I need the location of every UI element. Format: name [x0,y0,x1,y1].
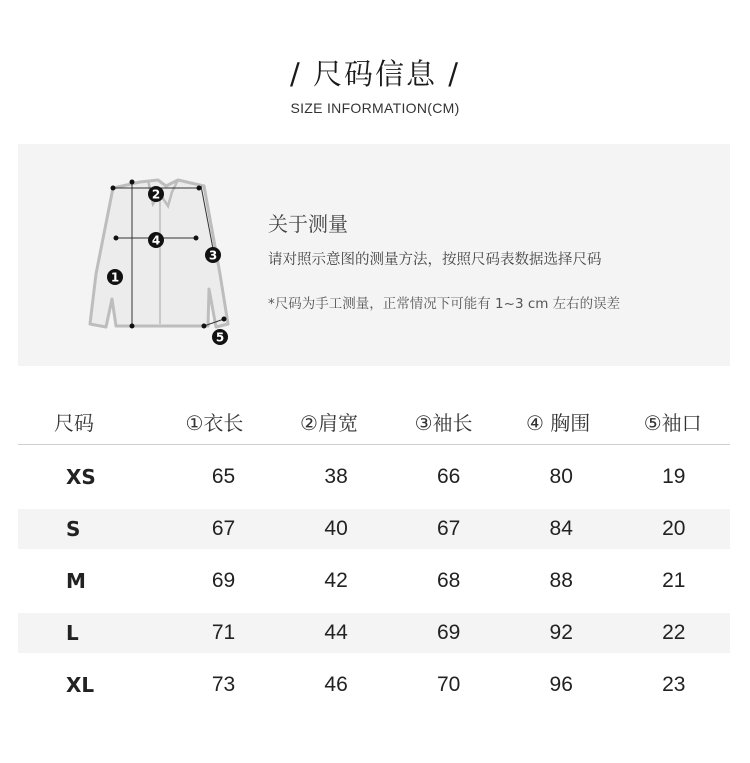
table-row [18,613,730,653]
length-cell: 69 [211,569,236,592]
sleeve-cell: 69 [436,621,461,644]
sleeve-cell: 68 [436,569,461,592]
marker-2 [148,186,164,202]
chest-cell: 84 [549,517,573,540]
cuff-cell: 23 [662,673,686,696]
table-row [18,549,730,613]
size-cell: XS [66,465,96,489]
header-sleeve: ③袖长 [414,410,473,435]
shoulder-cell: 38 [324,465,348,488]
header-size: 尺码 [54,410,94,435]
size-cell: M [66,569,86,593]
table-row [18,653,730,717]
length-cell: 71 [211,621,236,644]
shoulder-cell: 44 [324,621,348,644]
svg-text:1: 1 [110,270,120,285]
svg-text:3: 3 [208,248,218,263]
header-shoulder: ②肩宽 [300,410,358,435]
length-cell: 73 [211,673,236,696]
length-cell: 67 [211,517,236,540]
size-cell: S [66,517,81,541]
cuff-cell: 22 [662,621,686,644]
page-title: / 尺码信息 / [290,57,460,91]
shoulder-cell: 46 [324,673,348,696]
chest-cell: 80 [549,465,573,488]
sleeve-cell: 67 [436,517,461,540]
size-cell: XL [66,673,95,697]
size-table-header [18,398,730,445]
chest-cell: 92 [549,621,573,644]
length-cell: 65 [211,465,236,488]
svg-text:5: 5 [215,330,225,345]
svg-text:4: 4 [151,233,161,248]
chest-cell: 96 [549,673,573,696]
page-subtitle: SIZE INFORMATION(CM) [290,100,460,116]
cuff-cell: 20 [662,517,686,540]
marker-5 [212,329,228,345]
about-measurement-text: 请对照示意图的测量方法，按照尺码表数据选择尺码 [268,252,602,268]
cuff-cell: 19 [662,465,686,488]
sleeve-cell: 70 [436,673,461,696]
sleeve-cell: 66 [436,465,461,488]
header-length: ①衣长 [185,410,244,435]
measurement-error-note: *尺码为手工测量，正常情况下可能有 1~3 cm 左右的误差 [268,296,621,312]
marker-1 [107,269,123,285]
header-cuff: ⑤袖口 [643,410,702,435]
about-measurement-title: 关于测量 [268,212,348,236]
chest-cell: 88 [549,569,573,592]
size-table [18,398,730,717]
jacket-diagram [68,164,268,354]
svg-text:2: 2 [151,187,161,202]
size-cell: L [66,621,79,645]
marker-3 [205,247,221,263]
marker-4 [148,232,164,248]
cuff-cell: 21 [662,569,686,592]
shoulder-cell: 40 [324,517,348,540]
header-chest: ④ 胸围 [526,410,591,435]
table-row [18,509,730,549]
measurement-info-panel [18,144,730,366]
table-row [18,445,730,509]
shoulder-cell: 42 [324,569,348,592]
